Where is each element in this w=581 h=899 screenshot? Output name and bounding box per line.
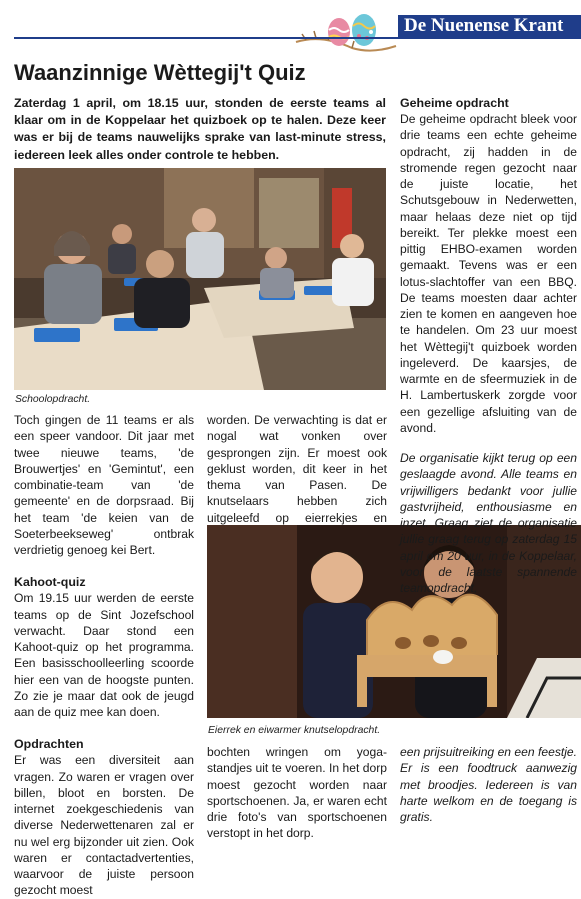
egg-rack-photo-caption: Eierrek en eiwarmer knutselopdracht. xyxy=(208,725,381,736)
masthead-rule xyxy=(14,37,581,39)
classroom-photo-caption: Schoolopdracht. xyxy=(15,394,91,405)
article-lead: Zaterdag 1 april, om 18.15 uur, stonden de eerste teams al klaar om in de Koppelaar het quizboek op te halen. Deze keer was er bij de teams nauwelijks sprake van last-minute stress, iedereen leek alles onder controle te hebben. xyxy=(14,96,386,162)
paragraph-col2-bottom: bochten wringen om yoga-standjes uit te voeren. In het dorp moest gezocht worden naar sportschoenen. Ja, er waren echt drie foto's van sportschoenen verstopt in het dorp. xyxy=(207,745,387,841)
column-2-bottom xyxy=(207,744,387,842)
paragraph-organisatie: De organisatie kijkt terug op een geslaagde avond. Alle teams en vrijwilligers bedankt voor jullie gastvrijheid, enthousiasme en inzet. Graag ziet de organisatie jullie graag terug op zaterdag 15 april om 20 uur, in de Koppelaar, voor de laatste spannende teamopdracht, xyxy=(400,451,577,595)
heading-kahoot-quiz: Kahoot-quiz xyxy=(14,575,86,590)
article-headline: Waanzinnige Wèttegij't Quiz xyxy=(14,60,306,85)
paragraph-col2-top: worden. De verwachting is dat er nogal wat vonken over gesprongen zijn. Er moest ook geklust worden, dit keer in het thema van Pasen. De knutselaars hebben zich uitgeleefd op eierrekjes en xyxy=(207,413,387,525)
column-1 xyxy=(14,412,194,899)
paragraph-geheime: De geheime opdracht bleek voor drie teams een echte geheime opdracht, zij hadden in de stromende regen gezocht naar de juiste locatie, het Schutsgebouw in Nederwetten, maar helaas deze niet op tijd bereikt. Ter plekke moest een pittig EHBO-examen worden gemaakt. Tevens was er een lotus-slachtoffer van een BBQ. De teams moesten daar achter zien te komen en aangeven hoe te handelen. Om 23 uur moest het Wèttegij't quizboek worden ingeleverd. De kaarsjes, de warmte en de sfeermuziek in de H. Lambertuskerk zorgde voor een gezellige afsluiting van de avond. xyxy=(400,112,577,435)
classroom-photo-illustration xyxy=(14,168,386,390)
paragraph-prijsuitreiking: een prijsuitreiking en een feestje. Er is een foodtruck aanwezig met broodjes. Iedereen is van harte welkom en de toegang is gratis. xyxy=(400,745,577,824)
paragraph-opdrachten: Er was een diversiteit aan vragen. Zo waren er vragen over billen, bloot en borsten. De internet zoekgeschiedenis van diverse Nederwettenaren zal er nu wel erg bijzonder uit zien. Ook waren er contactadvertenties, waarvoor de juiste persoon gezocht moest xyxy=(14,753,194,898)
newspaper-masthead: De Nuenense Krant xyxy=(398,15,581,37)
column-3-bottom xyxy=(400,744,577,825)
heading-geheime-opdracht: Geheime opdracht xyxy=(400,96,509,110)
classroom-photo xyxy=(14,168,386,390)
paragraph-kahoot: Om 19.15 uur werden de eerste teams op de Sint Jozefschool verwacht. Daar stond een Kahoot-quiz op het programma. Een basisschoolleerling scoorde hier een van de hoogste punten. Zo zie je maar dat ook de jeugd aan de quiz mee kan doen. xyxy=(14,591,194,719)
heading-opdrachten: Opdrachten xyxy=(14,737,84,752)
column-3 xyxy=(400,95,577,596)
easter-eggs-decoration-icon xyxy=(292,4,400,56)
paragraph-intro: Toch gingen de 11 teams er als een speer vandoor. Dit jaar met twee nieuwe teams, 'de Brouwertjes' en 'Gemintut', een combinatie-team van 'de gemeente' en de dorpsraad. Bij het team 'de keien van de Soeterbeekseweg' ontbrak verdrietig genoeg kei Bert. xyxy=(14,413,194,557)
